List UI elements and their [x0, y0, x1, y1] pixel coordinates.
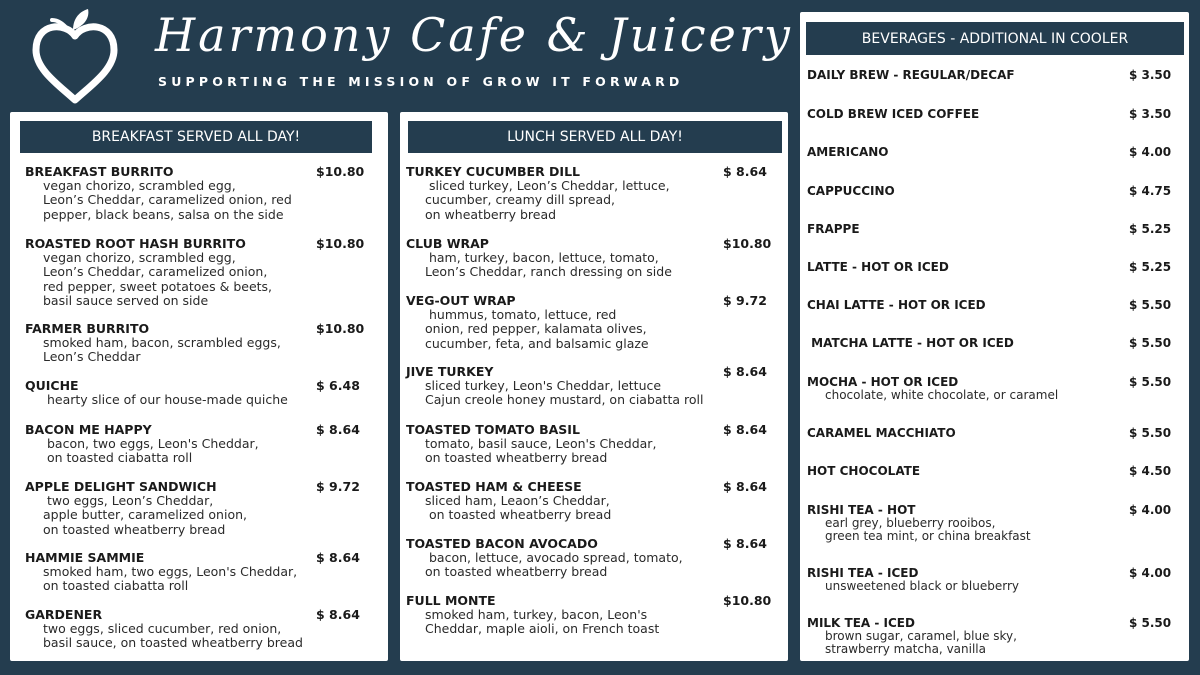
item-name: BACON ME HAPPY — [25, 422, 152, 437]
beverage-name: HOT CHOCOLATE — [807, 464, 921, 478]
item-name: ROASTED ROOT HASH BURRITO — [25, 236, 246, 251]
item-name: TOASTED BACON AVOCADO — [406, 536, 598, 551]
beverage-price: $ 4.00 — [1129, 503, 1172, 517]
beverages-panel — [800, 12, 1189, 661]
item-name: FULL MONTE — [406, 593, 496, 608]
item-name: BREAKFAST BURRITO — [25, 164, 174, 179]
beverage-price: $ 5.25 — [1129, 260, 1172, 274]
item-price: $10.80 — [316, 164, 365, 179]
beverage-description: earl grey, blueberry rooibos, green tea mint, or china breakfast — [825, 516, 1031, 543]
breakfast-heading: BREAKFAST SERVED ALL DAY! — [20, 121, 372, 153]
lunch-panel — [400, 112, 788, 661]
item-description: bacon, two eggs, Leon's Cheddar, on toasted ciabatta roll — [46, 436, 259, 466]
item-description: hummus, tomato, lettuce, red onion, red pepper, kalamata olives, cucumber, feta, and balsamic glaze — [425, 307, 649, 351]
beverage-description: unsweetened black or blueberry — [825, 579, 1020, 593]
beverage-name: MILK TEA - ICED — [807, 616, 915, 630]
beverage-name: RISHI TEA - ICED — [807, 566, 919, 580]
item-name: FARMER BURRITO — [25, 321, 150, 336]
beverage-name: CARAMEL MACCHIATO — [807, 426, 956, 440]
beverage-price: $ 5.50 — [1129, 336, 1172, 350]
beverage-price: $ 3.50 — [1129, 68, 1172, 82]
item-description: vegan chorizo, scrambled egg, Leon’s Cheddar, caramelized onion, red pepper, black beans, salsa on the side — [43, 178, 292, 222]
beverage-price: $ 5.50 — [1129, 426, 1172, 440]
heart-apple-icon — [30, 6, 120, 104]
item-price: $ 8.64 — [316, 607, 360, 622]
item-name: TOASTED TOMATO BASIL — [406, 422, 580, 437]
item-price: $10.80 — [316, 321, 365, 336]
beverage-name: DAILY BREW - REGULAR/DECAF — [807, 68, 1015, 82]
item-description: sliced turkey, Leon's Cheddar, lettuce Cajun creole honey mustard, on ciabatta roll — [425, 378, 704, 408]
beverage-description: brown sugar, caramel, blue sky, strawberry matcha, vanilla — [825, 629, 1017, 656]
item-name: APPLE DELIGHT SANDWICH — [25, 479, 217, 494]
item-price: $ 8.64 — [723, 164, 767, 179]
beverage-name: MOCHA - HOT OR ICED — [807, 375, 959, 389]
item-price: $10.80 — [316, 236, 365, 251]
beverage-name: AMERICANO — [807, 145, 889, 159]
beverage-price: $ 4.75 — [1129, 184, 1172, 198]
item-price: $ 8.64 — [723, 422, 767, 437]
beverage-name: CAPPUCCINO — [807, 184, 895, 198]
beverage-price: $ 4.00 — [1129, 566, 1172, 580]
item-name: QUICHE — [25, 378, 79, 393]
beverage-name: CHAI LATTE - HOT OR ICED — [807, 298, 986, 312]
item-name: HAMMIE SAMMIE — [25, 550, 145, 565]
item-price: $ 8.64 — [723, 479, 767, 494]
item-name: VEG-OUT WRAP — [406, 293, 516, 308]
beverage-name: RISHI TEA - HOT — [807, 503, 916, 517]
item-description: sliced turkey, Leon’s Cheddar, lettuce, cucumber, creamy dill spread, on wheatberry bread — [425, 178, 670, 222]
beverage-description: chocolate, white chocolate, or caramel — [825, 388, 1059, 402]
beverage-price: $ 5.25 — [1129, 222, 1172, 236]
beverage-price: $ 3.50 — [1129, 107, 1172, 121]
item-price: $ 8.64 — [723, 536, 767, 551]
beverages-heading: BEVERAGES - ADDITIONAL IN COOLER — [806, 22, 1184, 55]
item-name: CLUB WRAP — [406, 236, 489, 251]
item-name: GARDENER — [25, 607, 103, 622]
item-description: bacon, lettuce, avocado spread, tomato, on toasted wheatberry bread — [425, 550, 683, 580]
brand-title: Harmony Cafe & Juicery — [155, 8, 793, 62]
item-description: hearty slice of our house-made quiche — [43, 392, 288, 407]
item-description: vegan chorizo, scrambled egg, Leon’s Cheddar, caramelized onion, red pepper, sweet potatoes & beets, basil sauce served on side — [43, 250, 273, 309]
item-price: $ 8.64 — [316, 550, 360, 565]
item-description: smoked ham, bacon, scrambled eggs, Leon’s Cheddar — [43, 335, 281, 365]
breakfast-panel — [10, 112, 388, 661]
item-description: smoked ham, turkey, bacon, Leon's Cheddar, maple aioli, on French toast — [425, 607, 660, 637]
item-description: ham, turkey, bacon, lettuce, tomato, Leon’s Cheddar, ranch dressing on side — [425, 250, 672, 280]
beverage-price: $ 4.00 — [1129, 145, 1172, 159]
beverage-price: $ 5.50 — [1129, 375, 1172, 389]
item-name: TURKEY CUCUMBER DILL — [406, 164, 581, 179]
item-description: sliced ham, Leaon’s Cheddar, on toasted wheatberry bread — [425, 493, 612, 523]
lunch-heading: LUNCH SERVED ALL DAY! — [408, 121, 782, 153]
item-description: two eggs, Leon’s Cheddar, apple butter, caramelized onion, on toasted wheatberry bread — [43, 493, 247, 537]
item-description: smoked ham, two eggs, Leon's Cheddar, on toasted ciabatta roll — [43, 564, 298, 594]
beverage-price: $ 5.50 — [1129, 616, 1172, 630]
item-price: $ 8.64 — [316, 422, 360, 437]
beverage-price: $ 5.50 — [1129, 298, 1172, 312]
item-name: TOASTED HAM & CHEESE — [406, 479, 582, 494]
item-description: two eggs, sliced cucumber, red onion, basil sauce, on toasted wheatberry bread — [43, 621, 303, 651]
beverage-name: FRAPPE — [807, 222, 860, 236]
beverage-price: $ 4.50 — [1129, 464, 1172, 478]
beverage-name: MATCHA LATTE - HOT OR ICED — [807, 336, 1014, 350]
beverage-name: LATTE - HOT OR ICED — [807, 260, 949, 274]
item-price: $10.80 — [723, 236, 772, 251]
item-price: $ 9.72 — [316, 479, 360, 494]
item-name: JIVE TURKEY — [406, 364, 494, 379]
brand-subtitle: SUPPORTING THE MISSION OF GROW IT FORWARD — [158, 74, 684, 89]
item-description: tomato, basil sauce, Leon's Cheddar, on toasted wheatberry bread — [425, 436, 657, 466]
beverage-name: COLD BREW ICED COFFEE — [807, 107, 980, 121]
item-price: $ 9.72 — [723, 293, 767, 308]
item-price: $10.80 — [723, 593, 772, 608]
item-price: $ 6.48 — [316, 378, 360, 393]
item-price: $ 8.64 — [723, 364, 767, 379]
